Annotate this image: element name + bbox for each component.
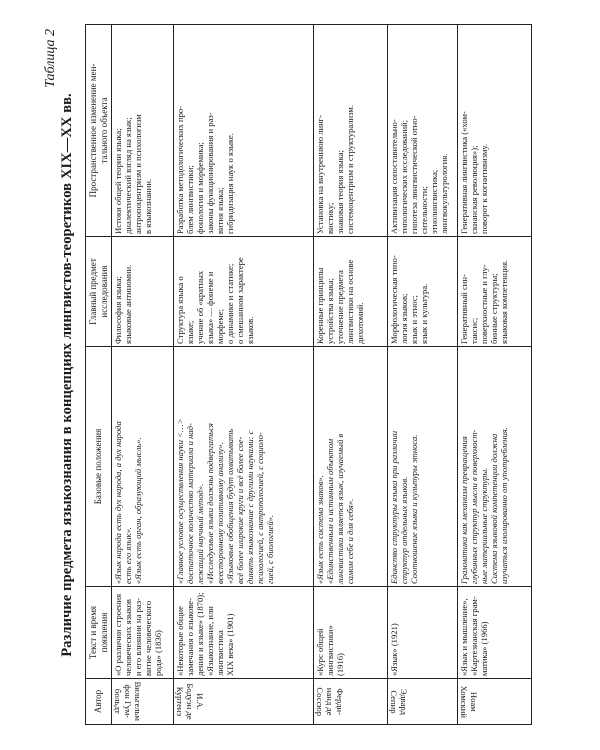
table-row — [458, 25, 532, 725]
cell-expansion: Установка на внутреннюю линг- вистику; знаковая теория языка; системоцентризм и структурализм. — [314, 25, 388, 237]
header-expansion: Пространственное изменение мен- тального объекта — [86, 25, 112, 237]
table-row — [388, 25, 458, 725]
cell-text: «Некоторые общие замечания о языкове- дении и языке» (1870); «Языкознание, или лингвистика XIX века» (1901) — [174, 587, 314, 679]
table-label: Таблица 2 — [43, 29, 58, 88]
header-base: Базовые положения — [86, 347, 112, 587]
cell-author: Ферди- нанд де Соссюр — [314, 679, 388, 725]
cell-subject: Генеративный син- таксис; поверхностные и глу- бинные структуры; языковая компетенция. — [458, 237, 532, 347]
table-row — [112, 25, 174, 725]
cell-expansion: Истоки общей теории языка; диалектический взгляд на язык; антропоцентризм и психологизм в языкознании. — [112, 25, 174, 237]
cell-author: Эдвард Сепир — [388, 679, 458, 725]
cell-subject: Коренные принципы устройства языка; уточнение предмета лингвистики на основе дихотомий. — [314, 237, 388, 347]
cell-author: Вильгельм фон Гум- больдт — [112, 679, 174, 725]
table-row — [174, 25, 314, 725]
cell-author: Ноам Хомский — [458, 679, 532, 725]
comparison-table — [85, 24, 532, 725]
cell-expansion: Генеративная лингвистика («хом- скианская революция»); поворот к когнитивизму. — [458, 25, 532, 237]
table-header-row — [86, 25, 112, 725]
cell-base: «Язык народа есть дух народа, а дух народа есть его язык». «Язык есть орган, образующий мысль». — [112, 347, 174, 587]
header-author: Автор — [86, 679, 112, 725]
cell-text: «О различии строения человеческих языков и его влиянии на раз- витие человеческого рода» (1836) — [112, 587, 174, 679]
cell-text: «Язык и мышление», «Картезианская грам- матика» (1966) — [458, 587, 532, 679]
table-row — [314, 25, 388, 725]
cell-text: «Курс общей лингвистики» (1916) — [314, 587, 388, 679]
cell-subject: Философия языка; языковые антиномии. — [112, 237, 174, 347]
cell-base: «Главное условие осуществления науки <…> достаточное количество материала и над- лежащий научный метод». «Исследуемые языки должны подвергаться всестороннему позитивному анализу». «Языковые обобщения будут охватывать всё более широкие круги и всё более сое- динять языкознание с другими науками: с психологией, с антропологией, с социоло- гией, с биологией». — [174, 347, 314, 587]
header-text: Текст и время появления — [86, 587, 112, 679]
cell-author: И.А. Бодуэн де Куртенэ — [174, 679, 314, 725]
cell-subject: Структура языка о языке; учение об «кратных языка» — фонеме и морфеме; о динамике и статике; о смешанном характере языков. — [174, 237, 314, 347]
cell-subject: Морфологическая типо- логия языков; язык и этнос; язык и культура. — [388, 237, 458, 347]
cell-base: Грамматика как механизм превращения глубинных структур мысли в поверхност- ные материальные структуры. Система языковой компетенции должна изучаться изолированно от употребления. — [458, 347, 532, 587]
cell-text: «Язык» (1921) — [388, 587, 458, 679]
cell-expansion: Активизация сопоставительно- типологических исследований; гипотеза лингвистической отно- сительности; этнолингвистика; лингвокультурология. — [388, 25, 458, 237]
rotated-page — [45, 25, 585, 725]
table-title: Различие предмета языкознания в концепциях лингвистов-теоретиков XIX—XX вв. — [59, 93, 75, 657]
header-subject: Главный предмет исследования — [86, 237, 112, 347]
cell-expansion: Разработка методологических про- блем лингвистики; фонология и морфемика; законы функционирования и раз- вития языка; гибридизация наук о языке. — [174, 25, 314, 237]
cell-base: Единство структуры языка при различии структур отдельных языков. Соотношение языка и культуры этноса. — [388, 347, 458, 587]
cell-base: «Язык есть система знаков». «Единственным и истинным объектом лингвистики является язык, изучаемый в самом себе и для себя». — [314, 347, 388, 587]
